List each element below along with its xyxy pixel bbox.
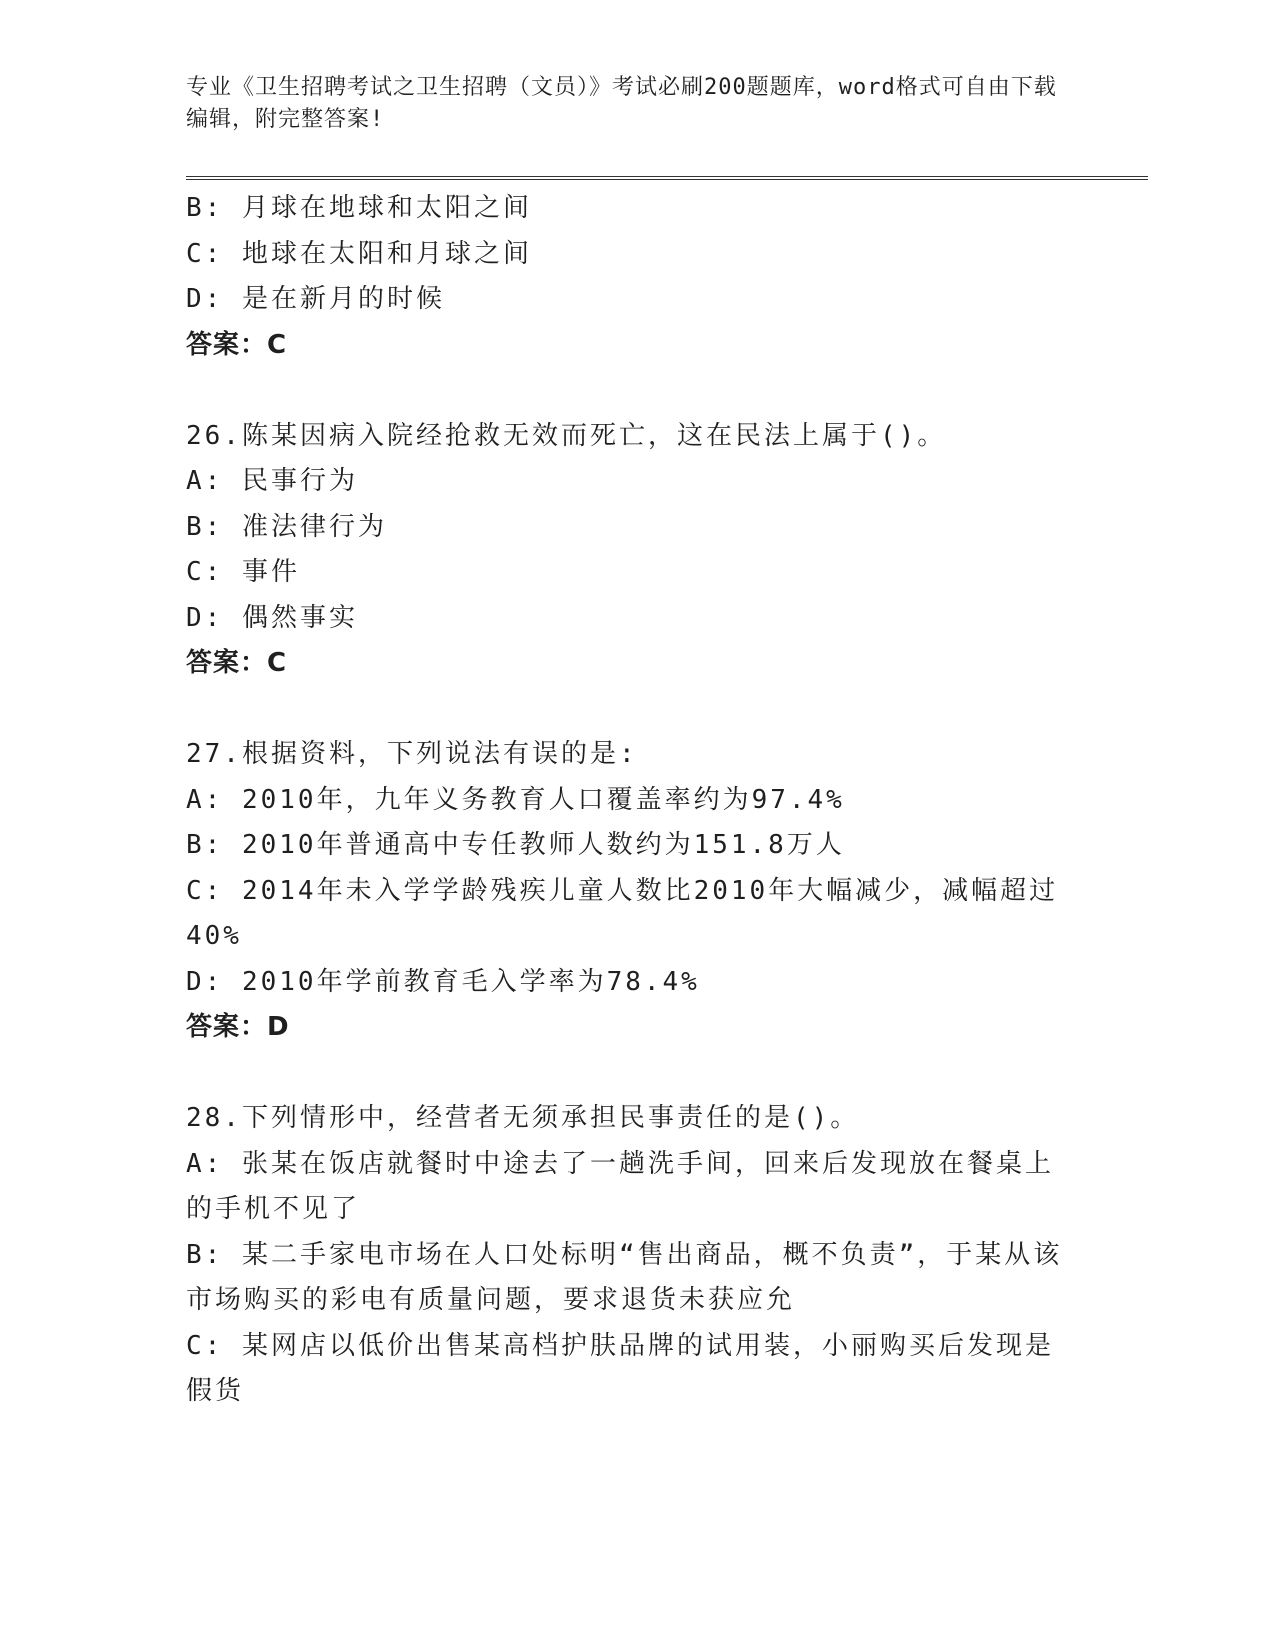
- q25-option-d: D: 是在新月的时候: [186, 284, 445, 314]
- q28-question: 28.下列情形中，经营者无须承担民事责任的是()。: [186, 1103, 860, 1133]
- q27-option-b: B: 2010年普通高中专任教师人数约为151.8万人: [186, 830, 845, 860]
- spacer: [186, 1051, 1076, 1097]
- question-content: [186, 186, 1076, 1415]
- q27-option-c: C: 2014年未入学学龄残疾儿童人数比2010年大幅减少，减幅超过40%: [186, 875, 1059, 951]
- question-28-block: [186, 1096, 1076, 1415]
- q26-answer: 答案：C: [186, 648, 288, 678]
- question-26-block: [186, 414, 1076, 687]
- q26-question: 26.陈某因病入院经抢救无效而死亡，这在民法上属于()。: [186, 420, 947, 451]
- q25-answer: 答案：C: [186, 329, 288, 360]
- q26-option-d: D: 偶然事实: [186, 602, 358, 633]
- q25-option-b: B: 月球在地球和太阳之间: [186, 193, 532, 223]
- q28-option-b: B: 某二手家电市场在人口处标明“售出商品，概不负责”，于某从该市场购买的彩电有质量问题，要求退货未获应允: [186, 1239, 1063, 1315]
- q26-option-a: A: 民事行为: [186, 466, 358, 496]
- spacer: [186, 687, 1076, 733]
- question-27-block: [186, 732, 1076, 1051]
- q27-option-d: D: 2010年学前教育毛入学率为78.4%: [186, 966, 700, 997]
- header-divider: [186, 176, 1148, 180]
- spacer: [186, 368, 1076, 414]
- q26-option-c: C: 事件: [186, 557, 300, 587]
- question-25-block: [186, 186, 1076, 368]
- q28-option-a: A: 张某在饭店就餐时中途去了一趟洗手间，回来后发现放在餐桌上的手机不见了: [186, 1148, 1054, 1224]
- q27-answer: 答案：D: [186, 1012, 290, 1042]
- q25-option-c: C: 地球在太阳和月球之间: [186, 238, 532, 269]
- q27-question: 27.根据资料，下列说法有误的是:: [186, 739, 638, 769]
- q26-option-b: B: 准法律行为: [186, 511, 387, 542]
- document-header: 专业《卫生招聘考试之卫生招聘（文员）》考试必刷200题题库，word格式可自由下载编辑，附完整答案!: [186, 75, 1057, 132]
- q28-option-c: C: 某网店以低价出售某高档护肤品牌的试用装，小丽购买后发现是假货: [186, 1330, 1054, 1406]
- q27-option-a: A: 2010年，九年义务教育人口覆盖率约为97.4%: [186, 784, 845, 815]
